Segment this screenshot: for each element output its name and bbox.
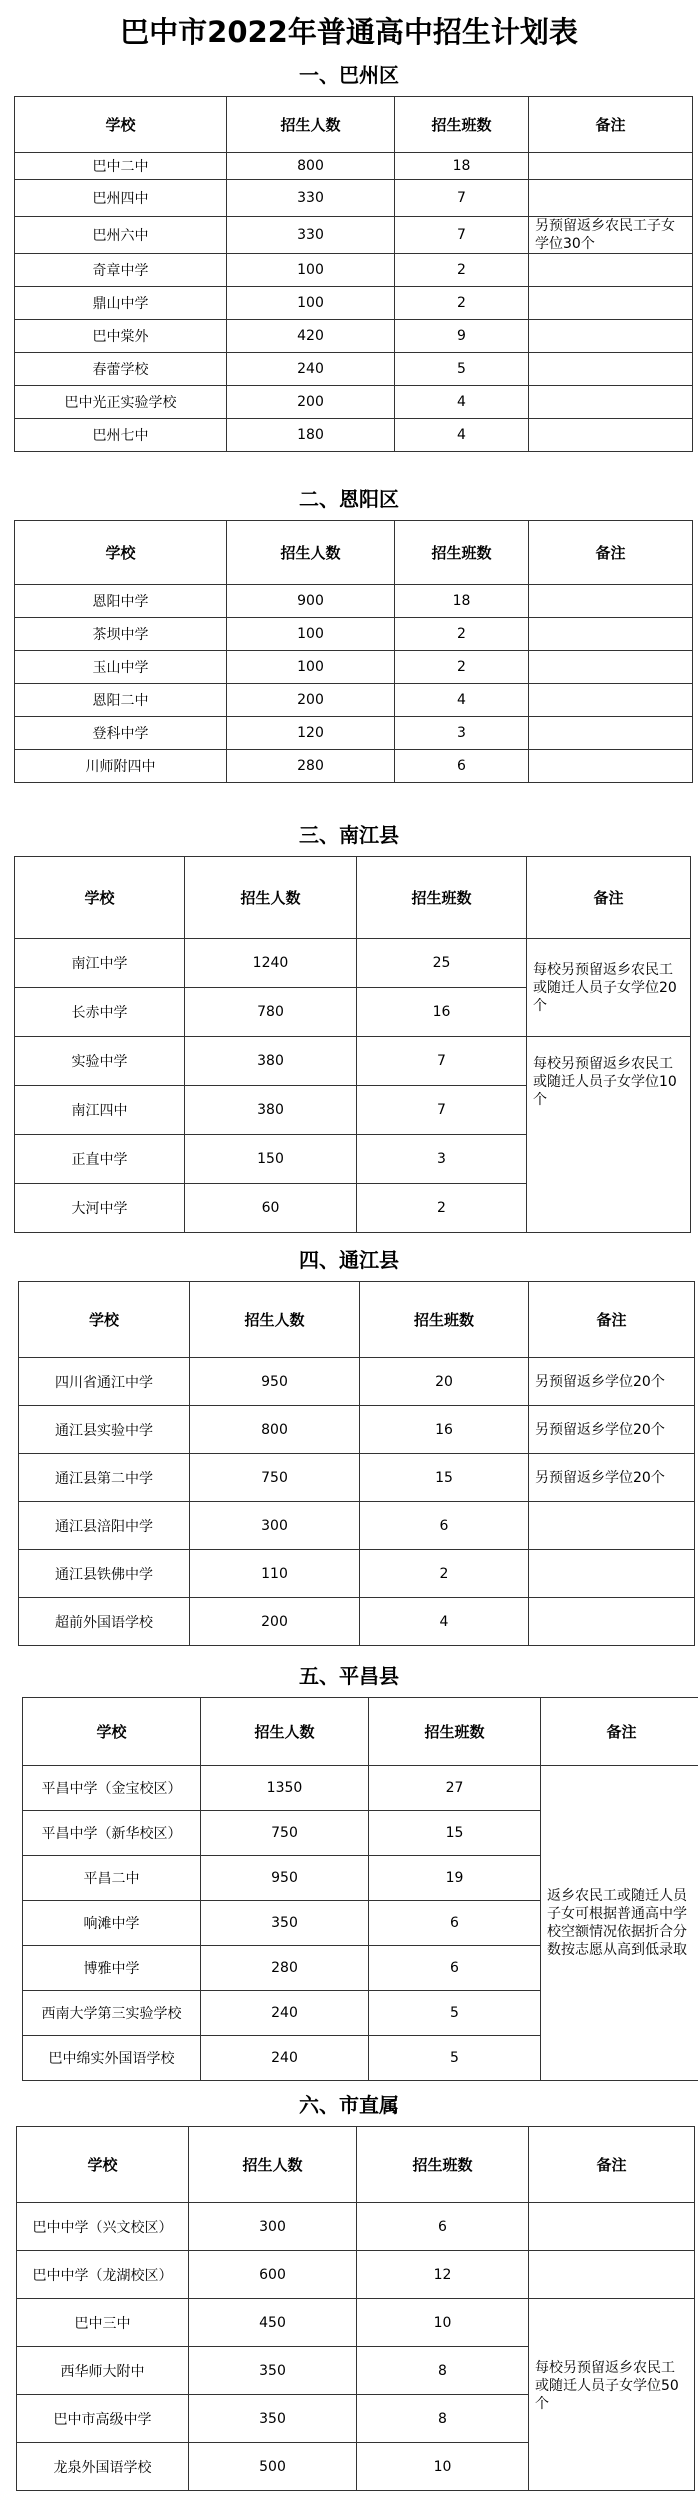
school-name: 恩阳二中 (15, 684, 227, 717)
note-cell (529, 2251, 695, 2299)
class-count: 2 (395, 254, 529, 287)
student-count: 350 (201, 1901, 369, 1946)
table-row (15, 320, 693, 353)
class-count: 3 (395, 717, 529, 750)
table-row (15, 618, 693, 651)
student-count: 200 (190, 1598, 360, 1646)
student-count: 750 (190, 1454, 360, 1502)
school-name: 巴州四中 (15, 180, 227, 217)
student-count: 240 (201, 2036, 369, 2081)
col-header-school: 学校 (17, 2127, 189, 2203)
col-header-classes: 招生班数 (357, 857, 527, 939)
col-header-note: 备注 (529, 1282, 695, 1358)
student-count: 100 (227, 287, 395, 320)
header-row (23, 1698, 698, 1766)
student-count: 420 (227, 320, 395, 353)
table-row (19, 1550, 695, 1598)
class-count: 7 (395, 217, 529, 254)
table-row (19, 1598, 695, 1646)
table-row (15, 684, 693, 717)
class-count: 2 (395, 618, 529, 651)
note-cell (529, 287, 693, 320)
school-name: 奇章中学 (15, 254, 227, 287)
student-count: 350 (189, 2347, 357, 2395)
student-count: 200 (227, 386, 395, 419)
section-title: 五、平昌县 (299, 1664, 399, 1688)
class-count: 7 (357, 1086, 527, 1135)
student-count: 100 (227, 651, 395, 684)
note-cell (529, 1550, 695, 1598)
note-cell (529, 419, 693, 452)
note-cell: 另预留返乡农民工子女学位30个 (529, 217, 693, 254)
col-header-students: 招生人数 (227, 521, 395, 585)
student-count: 800 (190, 1406, 360, 1454)
note-cell (529, 684, 693, 717)
class-count: 16 (357, 988, 527, 1037)
note-cell (529, 618, 693, 651)
school-name: 四川省通江中学 (19, 1358, 190, 1406)
class-count: 16 (360, 1406, 529, 1454)
class-count: 6 (395, 750, 529, 783)
section-title: 四、通江县 (299, 1248, 399, 1272)
header-row (15, 857, 691, 939)
class-count: 6 (357, 2203, 529, 2251)
school-name: 西南大学第三实验学校 (23, 1991, 201, 2036)
school-name: 通江县第二中学 (19, 1454, 190, 1502)
table-row (15, 180, 693, 217)
table-row (15, 750, 693, 783)
class-count: 2 (360, 1550, 529, 1598)
table-row (15, 651, 693, 684)
class-count: 18 (395, 153, 529, 180)
class-count: 27 (369, 1766, 541, 1811)
section-title: 三、南江县 (299, 823, 399, 847)
table-row (15, 1037, 691, 1086)
plan-table (18, 1281, 695, 1646)
col-header-note: 备注 (529, 2127, 695, 2203)
section-title: 一、巴州区 (299, 63, 399, 87)
school-name: 响滩中学 (23, 1901, 201, 1946)
table-row (15, 386, 693, 419)
col-header-school: 学校 (15, 857, 185, 939)
school-name: 南江四中 (15, 1086, 185, 1135)
student-count: 240 (201, 1991, 369, 2036)
plan-table (14, 856, 691, 1233)
student-count: 800 (227, 153, 395, 180)
note-cell (529, 254, 693, 287)
class-count: 5 (395, 353, 529, 386)
student-count: 120 (227, 717, 395, 750)
table-row (17, 2251, 695, 2299)
class-count: 7 (357, 1037, 527, 1086)
table-row (15, 254, 693, 287)
class-count: 20 (360, 1358, 529, 1406)
class-count: 10 (357, 2299, 529, 2347)
col-header-classes: 招生班数 (360, 1282, 529, 1358)
school-name: 通江县实验中学 (19, 1406, 190, 1454)
class-count: 4 (395, 419, 529, 452)
note-cell (529, 180, 693, 217)
student-count: 450 (189, 2299, 357, 2347)
class-count: 4 (395, 386, 529, 419)
student-count: 500 (189, 2443, 357, 2491)
note-cell: 另预留返乡学位20个 (529, 1358, 695, 1406)
student-count: 950 (190, 1358, 360, 1406)
class-count: 5 (369, 1991, 541, 2036)
class-count: 2 (395, 287, 529, 320)
page-title: 巴中市2022年普通高中招生计划表 (120, 15, 578, 49)
student-count: 110 (190, 1550, 360, 1598)
school-name: 博雅中学 (23, 1946, 201, 1991)
school-name: 鼎山中学 (15, 287, 227, 320)
class-count: 8 (357, 2347, 529, 2395)
section-title: 六、市直属 (299, 2093, 399, 2117)
table-row (15, 287, 693, 320)
col-header-classes: 招生班数 (395, 521, 529, 585)
col-header-students: 招生人数 (189, 2127, 357, 2203)
school-name: 长赤中学 (15, 988, 185, 1037)
student-count: 780 (185, 988, 357, 1037)
student-count: 350 (189, 2395, 357, 2443)
col-header-classes: 招生班数 (369, 1698, 541, 1766)
school-name: 实验中学 (15, 1037, 185, 1086)
student-count: 100 (227, 254, 395, 287)
class-count: 3 (357, 1135, 527, 1184)
col-header-students: 招生人数 (227, 97, 395, 153)
note-cell (529, 320, 693, 353)
student-count: 1240 (185, 939, 357, 988)
student-count: 150 (185, 1135, 357, 1184)
note-cell (529, 386, 693, 419)
school-name: 通江县铁佛中学 (19, 1550, 190, 1598)
class-count: 4 (395, 684, 529, 717)
plan-table (14, 520, 693, 783)
table-row (15, 939, 691, 988)
school-name: 平昌中学（金宝校区） (23, 1766, 201, 1811)
note-cell: 另预留返乡学位20个 (529, 1454, 695, 1502)
table-row (15, 419, 693, 452)
table-row (19, 1406, 695, 1454)
class-count: 18 (395, 585, 529, 618)
table-row (15, 153, 693, 180)
student-count: 300 (189, 2203, 357, 2251)
school-name: 巴中光正实验学校 (15, 386, 227, 419)
col-header-note: 备注 (529, 521, 693, 585)
note-cell: 每校另预留返乡农民工或随迁人员子女学位20个 (527, 939, 691, 1037)
note-cell (529, 651, 693, 684)
student-count: 900 (227, 585, 395, 618)
note-cell (529, 353, 693, 386)
school-name: 巴中三中 (17, 2299, 189, 2347)
school-name: 巴中二中 (15, 153, 227, 180)
student-count: 1350 (201, 1766, 369, 1811)
school-name: 平昌二中 (23, 1856, 201, 1901)
class-count: 9 (395, 320, 529, 353)
school-name: 西华师大附中 (17, 2347, 189, 2395)
school-name: 春蕾学校 (15, 353, 227, 386)
class-count: 25 (357, 939, 527, 988)
student-count: 100 (227, 618, 395, 651)
header-row (19, 1282, 695, 1358)
note-cell (529, 1502, 695, 1550)
student-count: 180 (227, 419, 395, 452)
school-name: 南江中学 (15, 939, 185, 988)
class-count: 8 (357, 2395, 529, 2443)
class-count: 10 (357, 2443, 529, 2491)
col-header-students: 招生人数 (201, 1698, 369, 1766)
school-name: 巴中绵实外国语学校 (23, 2036, 201, 2081)
col-header-students: 招生人数 (190, 1282, 360, 1358)
school-name: 大河中学 (15, 1184, 185, 1233)
school-name: 巴州六中 (15, 217, 227, 254)
col-header-classes: 招生班数 (357, 2127, 529, 2203)
school-name: 巴州七中 (15, 419, 227, 452)
class-count: 7 (395, 180, 529, 217)
note-cell (529, 717, 693, 750)
student-count: 240 (227, 353, 395, 386)
plan-table (16, 2126, 695, 2491)
student-count: 60 (185, 1184, 357, 1233)
table-row (15, 585, 693, 618)
student-count: 330 (227, 180, 395, 217)
school-name: 龙泉外国语学校 (17, 2443, 189, 2491)
plan-table (22, 1697, 698, 2081)
class-count: 6 (360, 1502, 529, 1550)
table-row (17, 2203, 695, 2251)
col-header-note: 备注 (541, 1698, 698, 1766)
note-cell: 每校另预留返乡农民工或随迁人员子女学位10个 (527, 1037, 691, 1233)
student-count: 280 (201, 1946, 369, 1991)
class-count: 6 (369, 1901, 541, 1946)
school-name: 登科中学 (15, 717, 227, 750)
school-name: 巴中中学（龙湖校区） (17, 2251, 189, 2299)
header-row (15, 97, 693, 153)
school-name: 通江县涪阳中学 (19, 1502, 190, 1550)
table-row (23, 1766, 698, 1811)
table-row (15, 717, 693, 750)
section-title: 二、恩阳区 (299, 487, 399, 511)
note-cell (529, 585, 693, 618)
school-name: 巴中中学（兴文校区） (17, 2203, 189, 2251)
class-count: 2 (395, 651, 529, 684)
student-count: 380 (185, 1037, 357, 1086)
student-count: 600 (189, 2251, 357, 2299)
class-count: 6 (369, 1946, 541, 1991)
table-row (19, 1358, 695, 1406)
class-count: 4 (360, 1598, 529, 1646)
col-header-classes: 招生班数 (395, 97, 529, 153)
school-name: 川师附四中 (15, 750, 227, 783)
col-header-school: 学校 (15, 521, 227, 585)
plan-table (14, 96, 693, 452)
class-count: 15 (360, 1454, 529, 1502)
school-name: 巴中市高级中学 (17, 2395, 189, 2443)
student-count: 300 (190, 1502, 360, 1550)
header-row (17, 2127, 695, 2203)
col-header-school: 学校 (19, 1282, 190, 1358)
note-cell: 每校另预留返乡农民工或随迁人员子女学位50个 (529, 2299, 695, 2491)
school-name: 巴中棠外 (15, 320, 227, 353)
class-count: 15 (369, 1811, 541, 1856)
note-cell: 返乡农民工或随迁人员子女可根据普通高中学校空额情况依据折合分数按志愿从高到低录取 (541, 1766, 698, 2081)
class-count: 5 (369, 2036, 541, 2081)
student-count: 380 (185, 1086, 357, 1135)
student-count: 200 (227, 684, 395, 717)
col-header-students: 招生人数 (185, 857, 357, 939)
student-count: 950 (201, 1856, 369, 1901)
note-cell (529, 2203, 695, 2251)
school-name: 正直中学 (15, 1135, 185, 1184)
table-row (19, 1454, 695, 1502)
table-row (19, 1502, 695, 1550)
school-name: 玉山中学 (15, 651, 227, 684)
col-header-note: 备注 (527, 857, 691, 939)
school-name: 超前外国语学校 (19, 1598, 190, 1646)
student-count: 330 (227, 217, 395, 254)
table-row (15, 353, 693, 386)
col-header-note: 备注 (529, 97, 693, 153)
school-name: 茶坝中学 (15, 618, 227, 651)
school-name: 平昌中学（新华校区） (23, 1811, 201, 1856)
note-cell (529, 153, 693, 180)
note-cell (529, 1598, 695, 1646)
student-count: 750 (201, 1811, 369, 1856)
col-header-school: 学校 (23, 1698, 201, 1766)
header-row (15, 521, 693, 585)
class-count: 12 (357, 2251, 529, 2299)
school-name: 恩阳中学 (15, 585, 227, 618)
class-count: 2 (357, 1184, 527, 1233)
class-count: 19 (369, 1856, 541, 1901)
table-row (15, 217, 693, 254)
student-count: 280 (227, 750, 395, 783)
note-cell: 另预留返乡学位20个 (529, 1406, 695, 1454)
note-cell (529, 750, 693, 783)
table-row (17, 2299, 695, 2347)
col-header-school: 学校 (15, 97, 227, 153)
